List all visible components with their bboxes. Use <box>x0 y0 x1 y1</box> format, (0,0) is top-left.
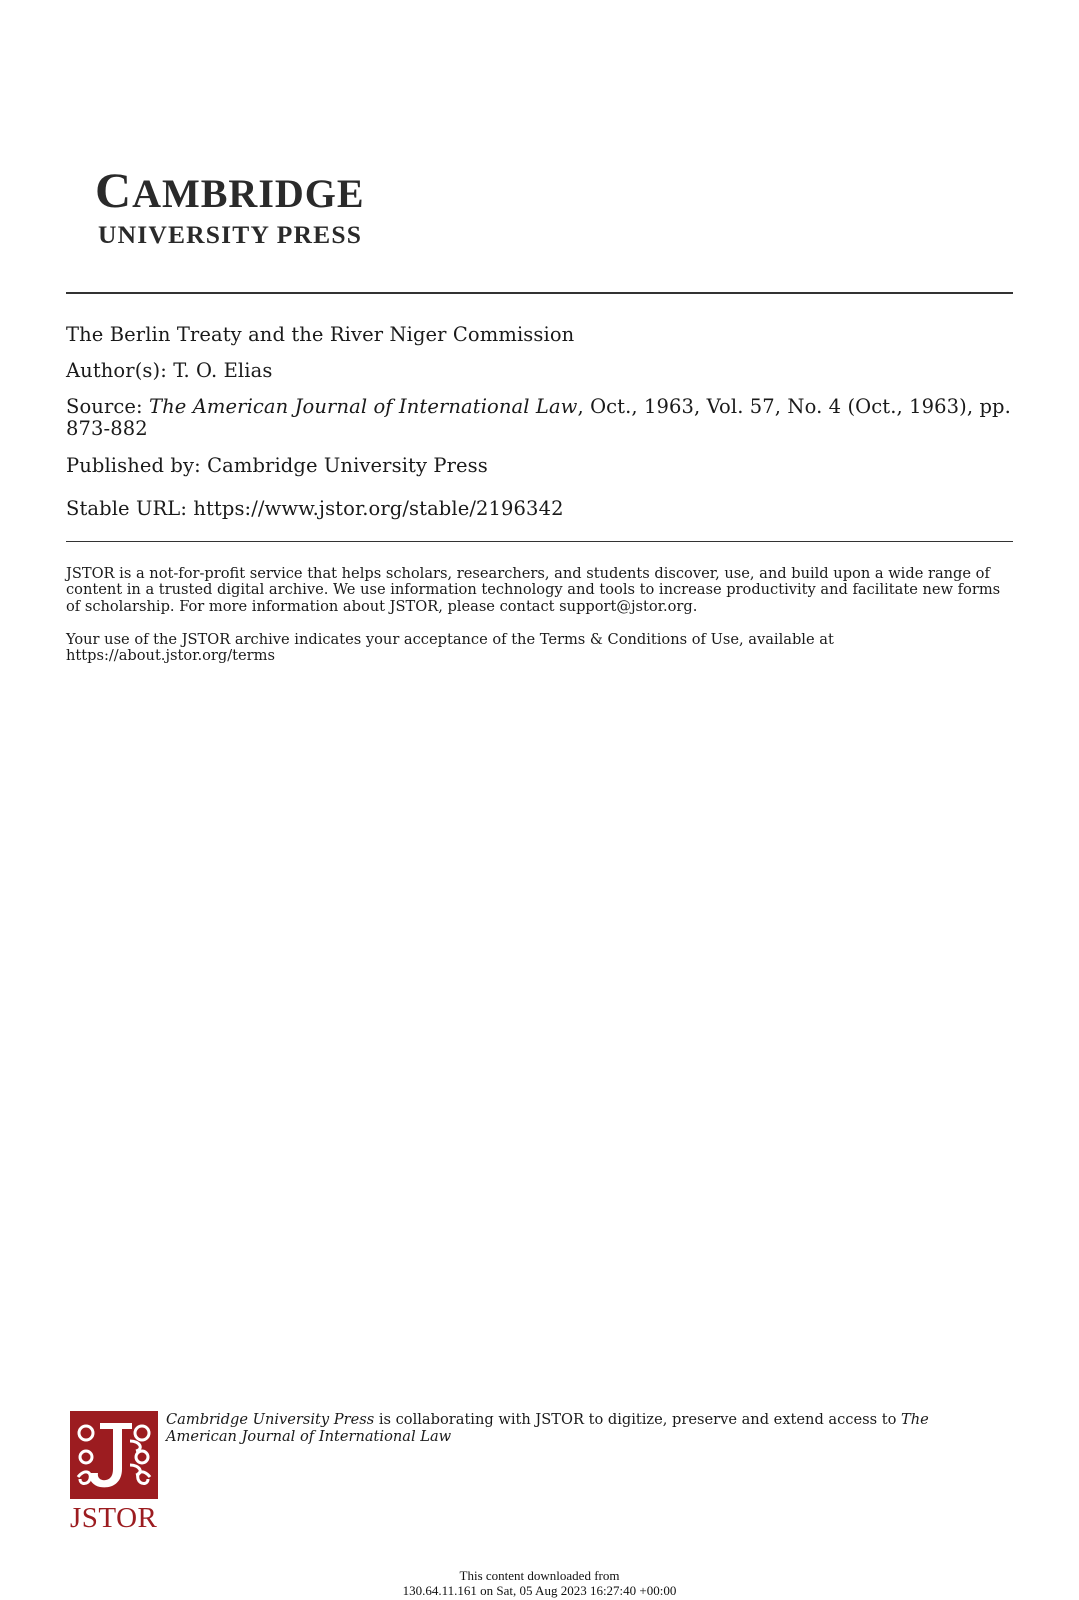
collaboration-statement <box>166 1412 996 1445</box>
stable-url-link[interactable]: https://www.jstor.org/stable/2196342 <box>193 497 564 520</box>
footer-line-2: 130.64.11.161 on Sat, 05 Aug 2023 16:27:40 +00:00 <box>402 1582 677 1598</box>
footer-line-1: This content downloaded from <box>459 1568 620 1583</box>
jstor-logo <box>70 1411 158 1533</box>
author-name: T. O. Elias <box>173 359 273 382</box>
source-label: Source: <box>66 395 143 418</box>
journal-title: The American Journal of International Law <box>149 395 578 418</box>
logo-university-press: UNIVERSITY PRESS <box>98 220 363 249</box>
article-publisher <box>66 455 488 477</box>
terms-notice: Your use of the JSTOR archive indicates your acceptance of the Terms & Conditions of Use, available at https://about.jstor.org/terms <box>66 631 834 665</box>
cambridge-university-press-logo <box>95 162 435 249</box>
stable-url-label: Stable URL: <box>66 497 188 520</box>
download-footer <box>0 1569 1079 1598</box>
bottom-divider <box>66 541 1013 542</box>
article-author <box>66 360 272 382</box>
collab-text: is collaborating with JSTOR to digitize, preserve and extend access to <box>374 1411 902 1428</box>
article-source <box>66 396 1013 440</box>
jstor-emblem-icon <box>70 1411 158 1499</box>
jstor-wordmark: JSTOR <box>70 1502 158 1534</box>
publisher-name: Cambridge University Press <box>207 454 488 477</box>
published-label: Published by: <box>66 454 201 477</box>
source-details: , Oct., 1963, Vol. 57, No. 4 (Oct., 1963), pp. 873-882 <box>66 395 1011 440</box>
top-divider <box>66 292 1013 294</box>
stable-url <box>66 498 564 520</box>
author-label: Author(s): <box>66 359 167 382</box>
article-title: The Berlin Treaty and the River Niger Commission <box>66 323 575 346</box>
collab-journal: The American Journal of International Law <box>166 1411 929 1445</box>
logo-cambridge: CAMBRIDGE <box>95 162 365 218</box>
collab-publisher: Cambridge University Press <box>166 1411 375 1428</box>
jstor-notice: JSTOR is a not-for-profit service that helps scholars, researchers, and students discover, use, and build upon a wide range of content in a trusted digital archive. We use information technology and tools to increase productivity and facilitate new forms of scholarship. For more information about JSTOR, please contact support@jstor.org. <box>66 565 1001 615</box>
